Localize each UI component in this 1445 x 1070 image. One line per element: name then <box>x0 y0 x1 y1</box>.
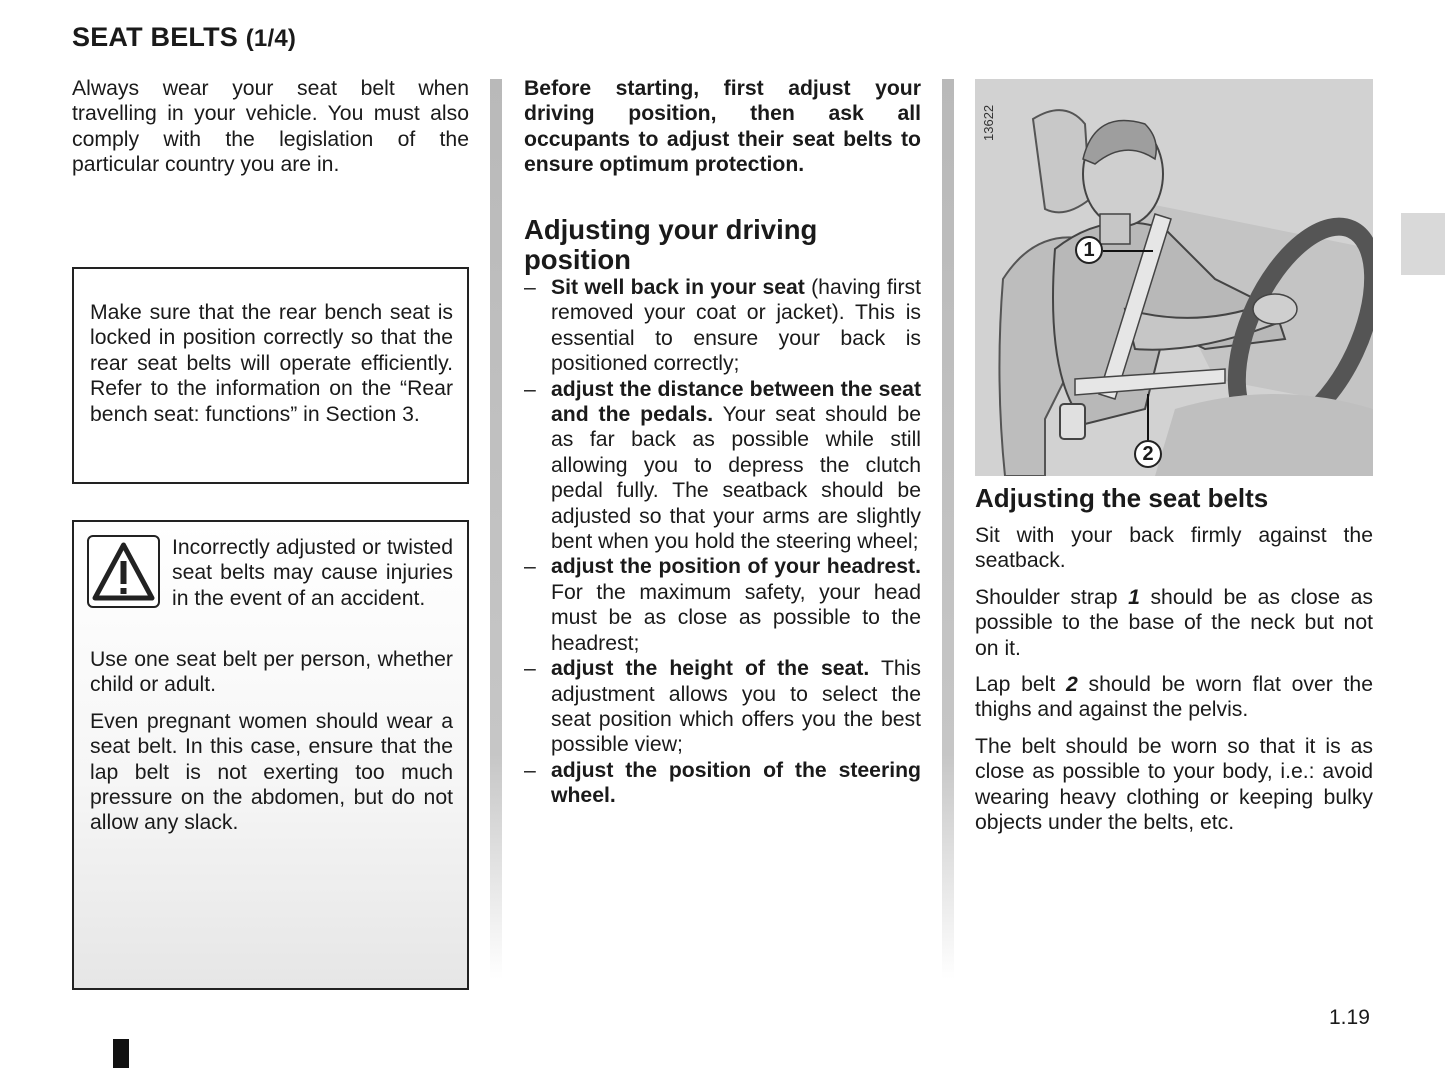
text: Shoulder strap <box>975 585 1129 609</box>
list-item-text: Your seat should be as far back as possible while still allowing you to depress the clutch pedal fully. The seatback should be adjusted so that your arms are slightly bent when you hold the steering wheel; <box>551 403 921 554</box>
callout-shoulder-strap: 1 <box>1075 236 1103 264</box>
warning-first-text: Incorrectly adjusted or twisted seat belts may cause injuries in the event of an accident. <box>172 536 453 610</box>
lead-paragraph: Before starting, first adjust your driving position, then ask all occupants to adjust their seat belts to ensure optimum protection. <box>524 77 921 177</box>
text: Lap belt <box>975 673 1066 697</box>
list-item-bold: adjust the height of the seat. <box>551 657 870 681</box>
paragraph: The belt should be worn so that it is as close as possible to your body, i.e.: avoid wearing heavy clothing or keeping bulky objects under the belts, etc. <box>975 734 1373 835</box>
page-title-part: (1/4) <box>245 25 297 52</box>
list-dash: – <box>524 758 536 782</box>
callout-lap-belt: 2 <box>1134 440 1162 468</box>
paragraph <box>975 585 1373 661</box>
section-heading: Adjusting your driving position <box>524 214 818 275</box>
page-number: 1.19 <box>1329 1006 1370 1029</box>
list-item <box>524 275 921 377</box>
warning-triangle-icon <box>87 535 160 608</box>
warning-more-text <box>90 647 453 847</box>
page-title <box>72 22 296 53</box>
list-item <box>524 656 921 758</box>
list-item <box>524 377 921 555</box>
callout-ref: 1 <box>1128 585 1140 609</box>
figure-number: 13622 <box>981 104 996 141</box>
driving-position-section <box>524 0 921 1000</box>
text: should be worn flat over the thighs and against the pelvis. <box>975 673 1373 722</box>
list-item-bold: Sit well back in your seat <box>551 276 805 299</box>
warning-box <box>72 520 469 990</box>
list-item-text: This adjustment allows you to select the seat position which offers you the best possible view; <box>551 657 922 757</box>
intro-paragraph: Always wear your seat belt when travelling in your vehicle. You must also comply with the legislation of the particular country you are in. <box>72 77 469 177</box>
list-dash: – <box>524 555 536 579</box>
rear-bench-note-box <box>72 267 469 484</box>
seat-belt-adjust-section <box>975 0 1373 1000</box>
column-separator <box>942 79 954 979</box>
print-mark <box>113 1039 129 1068</box>
list-item-bold: adjust the position of your headrest. <box>551 555 921 579</box>
list-item-bold: adjust the position of the steering wheel. <box>551 758 921 808</box>
warning-paragraph: Even pregnant women should wear a seat belt. In this case, ensure that the lap belt is not exerting too much pressure on the abdomen, but do not allow any slack. <box>90 709 453 835</box>
page-title-text: SEAT BELTS <box>72 22 239 52</box>
list-item-text: (having first removed your coat or jacket). This is essential to ensure your back is positioned correctly; <box>551 276 921 376</box>
list-dash: – <box>524 657 536 681</box>
section-heading: Adjusting the seat belts <box>975 483 1269 513</box>
list-dash: – <box>524 276 536 299</box>
text: should be as close as possible to the base of the neck but not on it. <box>975 585 1373 660</box>
warning-paragraph: Use one seat belt per person, whether child or adult. <box>90 648 453 697</box>
list-dash: – <box>524 377 536 401</box>
list-item <box>524 554 921 656</box>
column-separator <box>490 79 502 979</box>
list-item-text: For the maximum safety, your head must be as close as possible to the headrest; <box>551 580 921 655</box>
paragraph: Sit with your back firmly against the seatback. <box>975 524 1373 573</box>
seat-belt-adjust-text <box>975 523 1373 846</box>
list-item-bold: adjust the distance between the seat and the pedals. <box>551 377 921 427</box>
section-tab <box>1401 213 1445 275</box>
rear-bench-note-text: Make sure that the rear bench seat is locked in position correctly so that the rear seat belts will operate efficiently. Refer to the information on the “Rear bench seat: functions” in Section 3. <box>90 301 453 426</box>
list-item <box>524 758 921 809</box>
adjustment-list <box>524 275 921 809</box>
paragraph <box>975 672 1373 723</box>
callout-ref: 2 <box>1065 673 1078 697</box>
